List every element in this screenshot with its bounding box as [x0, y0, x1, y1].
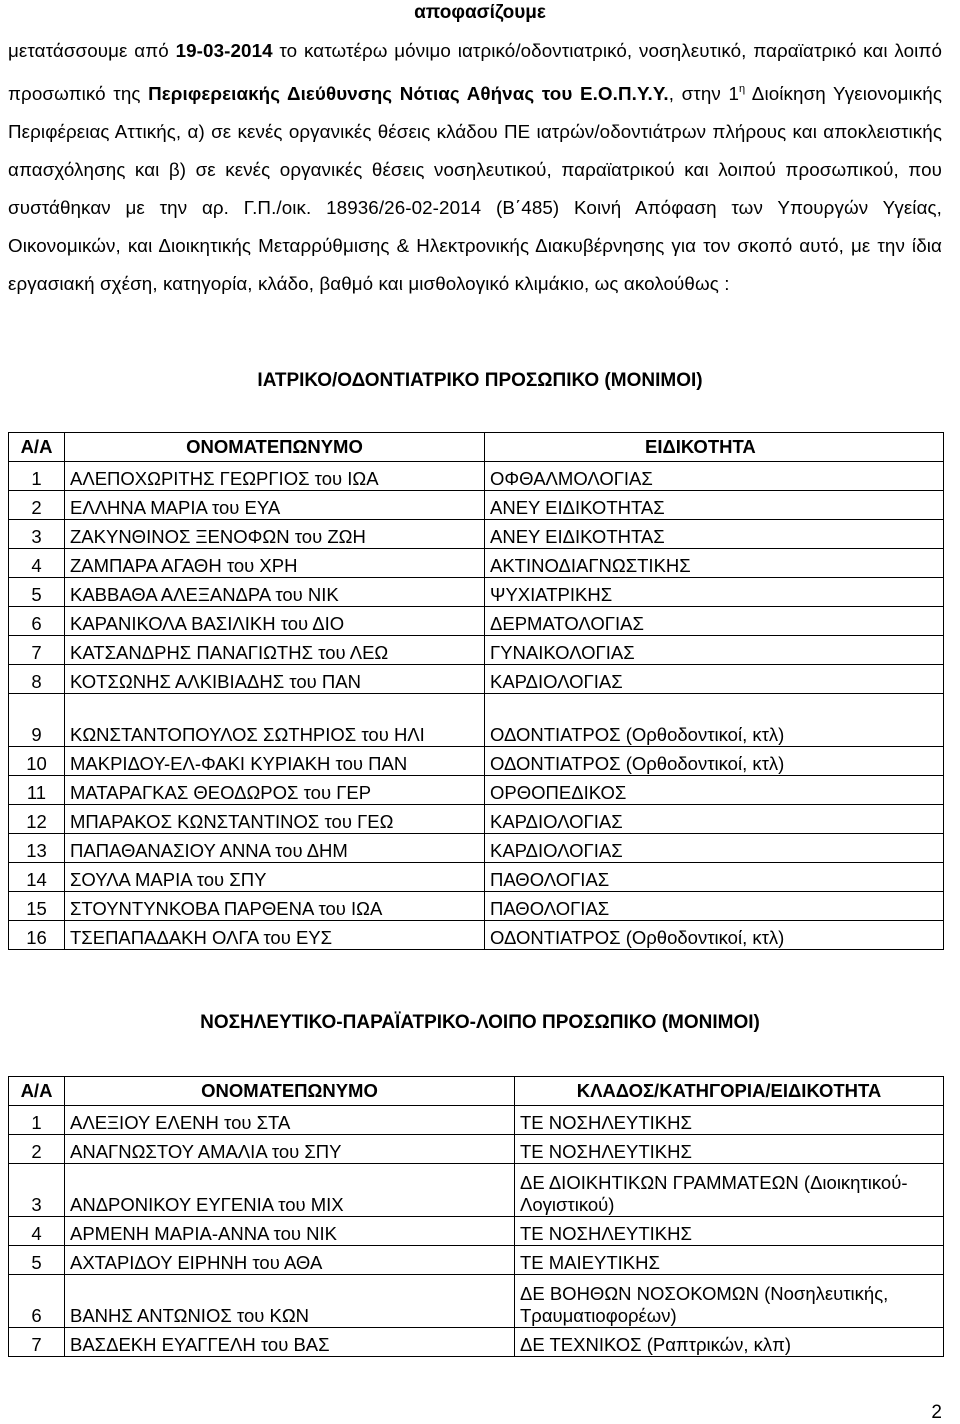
- row-number: 8: [9, 665, 65, 694]
- row-specialty: ΑΝΕΥ ΕΙΔΙΚΟΤΗΤΑΣ: [485, 491, 944, 520]
- row-number: 1: [9, 462, 65, 491]
- row-number: 7: [9, 1328, 65, 1357]
- nursing-table-body: [9, 1106, 944, 1357]
- transfer-date: 19-03-2014: [175, 40, 273, 61]
- row-number: 5: [9, 578, 65, 607]
- row-full-name: ΕΛΛΗΝΑ ΜΑΡΙΑ του ΕΥΑ: [65, 491, 485, 520]
- nursing-table: [8, 1076, 944, 1357]
- column-header-name: ΟΝΟΜΑΤΕΠΩΝΥΜΟ: [65, 433, 485, 462]
- row-specialty: ΔΕ ΒΟΗΘΩΝ ΝΟΣΟΚΟΜΩΝ (Νοσηλευτικής, Τραυματιοφορέων): [515, 1275, 944, 1328]
- table-row: [9, 892, 944, 921]
- row-number: 2: [9, 491, 65, 520]
- intro-text-2: το κατωτέρω μόνιμο ιατρικό/οδοντιατρικό, νοσηλευτικό, παραϊατρικό και λοιπό προσωπικό της: [8, 40, 942, 104]
- row-full-name: ΑΛΕΠΟΧΩΡΙΤΗΣ ΓΕΩΡΓΙΟΣ του ΙΩΑ: [65, 462, 485, 491]
- table-row: [9, 1217, 944, 1246]
- row-number: 10: [9, 747, 65, 776]
- row-full-name: ΑΝΔΡΟΝΙΚΟΥ ΕΥΓΕΝΙΑ του ΜΙΧ: [65, 1164, 515, 1217]
- page-number: 2: [931, 1402, 942, 1423]
- row-specialty: ΨΥΧΙΑΤΡΙΚΗΣ: [485, 578, 944, 607]
- row-full-name: ΚΟΤΣΩΝΗΣ ΑΛΚΙΒΙΑΔΗΣ του ΠΑΝ: [65, 665, 485, 694]
- table-row: [9, 491, 944, 520]
- row-specialty: ΤΕ ΜΑΙΕΥΤΙΚΗΣ: [515, 1246, 944, 1275]
- intro-text-3: , στην 1: [668, 83, 740, 104]
- table-row: [9, 834, 944, 863]
- row-full-name: ΑΧΤΑΡΙΔΟΥ ΕΙΡΗΝΗ του ΑΘΑ: [65, 1246, 515, 1275]
- table-row: [9, 1246, 944, 1275]
- physicians-section-title: ΙΑΤΡΙΚΟ/ΟΔΟΝΤΙΑΤΡΙΚΟ ΠΡΟΣΩΠΙΚΟ (ΜΟΝΙΜΟΙ): [257, 370, 703, 391]
- row-specialty: ΤΕ ΝΟΣΗΛΕΥΤΙΚΗΣ: [515, 1135, 944, 1164]
- ordinal-superscript: η: [739, 83, 746, 95]
- table-row: [9, 462, 944, 491]
- row-number: 3: [9, 1164, 65, 1217]
- row-number: 11: [9, 776, 65, 805]
- row-number: 6: [9, 1275, 65, 1328]
- row-specialty: ΟΔΟΝΤΙΑΤΡΟΣ (Ορθοδοντικοί, κτλ): [485, 747, 944, 776]
- row-number: 1: [9, 1106, 65, 1135]
- row-full-name: ΜΑΚΡΙΔΟΥ-ΕΛ-ΦΑΚΙ ΚΥΡΙΑΚΗ του ΠΑΝ: [65, 747, 485, 776]
- row-specialty: ΓΥΝΑΙΚΟΛΟΓΙΑΣ: [485, 636, 944, 665]
- row-specialty: ΔΕΡΜΑΤΟΛΟΓΙΑΣ: [485, 607, 944, 636]
- row-specialty: ΑΚΤΙΝΟΔΙΑΓΝΩΣΤΙΚΗΣ: [485, 549, 944, 578]
- row-specialty: ΠΑΘΟΛΟΓΙΑΣ: [485, 863, 944, 892]
- row-full-name: ΜΑΤΑΡΑΓΚΑΣ ΘΕΟΔΩΡΟΣ του ΓΕΡ: [65, 776, 485, 805]
- row-number: 2: [9, 1135, 65, 1164]
- row-full-name: ΑΝΑΓΝΩΣΤΟΥ ΑΜΑΛΙΑ του ΣΠΥ: [65, 1135, 515, 1164]
- table-row: [9, 747, 944, 776]
- column-header-number: Α/Α: [9, 433, 65, 462]
- row-number: 7: [9, 636, 65, 665]
- intro-text-1: μετατάσσουμε από: [8, 40, 176, 61]
- table-row: [9, 694, 944, 747]
- row-full-name: ΑΛΕΞΙΟΥ ΕΛΕΝΗ του ΣΤΑ: [65, 1106, 515, 1135]
- agency-name: Περιφερειακής Διεύθυνσης Νότιας Αθήνας του Ε.Ο.Π.Υ.Υ.: [148, 83, 669, 104]
- table-row: [9, 1275, 944, 1328]
- table-row: [9, 921, 944, 950]
- row-number: 4: [9, 1217, 65, 1246]
- row-number: 12: [9, 805, 65, 834]
- row-number: 4: [9, 549, 65, 578]
- row-number: 14: [9, 863, 65, 892]
- table-row: [9, 776, 944, 805]
- row-number: 3: [9, 520, 65, 549]
- table-row: [9, 665, 944, 694]
- table-header-row: [9, 433, 944, 462]
- decision-heading: αποφασίζουμε: [414, 2, 546, 23]
- column-header-specialty: ΕΙΔΙΚΟΤΗΤΑ: [485, 433, 944, 462]
- physicians-table: [8, 432, 944, 950]
- row-full-name: ΣΤΟΥΝΤΥΝΚΟΒΑ ΠΑΡΘΕΝΑ του ΙΩΑ: [65, 892, 485, 921]
- row-number: 16: [9, 921, 65, 950]
- row-full-name: ΚΑΤΣΑΝΔΡΗΣ ΠΑΝΑΓΙΩΤΗΣ του ΛΕΩ: [65, 636, 485, 665]
- row-specialty: ΚΑΡΔΙΟΛΟΓΙΑΣ: [485, 805, 944, 834]
- row-full-name: ΤΣΕΠΑΠΑΔΑΚΗ ΟΛΓΑ του ΕΥΣ: [65, 921, 485, 950]
- row-full-name: ΜΠΑΡΑΚΟΣ ΚΩΝΣΤΑΝΤΙΝΟΣ του ΓΕΩ: [65, 805, 485, 834]
- row-full-name: ΚΩΝΣΤΑΝΤΟΠΟΥΛΟΣ ΣΩΤΗΡΙΟΣ του ΗΛΙ: [65, 694, 485, 747]
- row-full-name: ΑΡΜΕΝΗ ΜΑΡΙΑ-ΑΝΝΑ του ΝΙΚ: [65, 1217, 515, 1246]
- row-specialty: ΚΑΡΔΙΟΛΟΓΙΑΣ: [485, 834, 944, 863]
- row-full-name: ΣΟΥΛΑ ΜΑΡΙΑ του ΣΠΥ: [65, 863, 485, 892]
- row-full-name: ΖΑΜΠΑΡΑ ΑΓΑΘΗ του ΧΡΗ: [65, 549, 485, 578]
- table-row: [9, 805, 944, 834]
- row-specialty: ΠΑΘΟΛΟΓΙΑΣ: [485, 892, 944, 921]
- row-specialty: ΚΑΡΔΙΟΛΟΓΙΑΣ: [485, 665, 944, 694]
- row-full-name: ΚΑΡΑΝΙΚΟΛΑ ΒΑΣΙΛΙΚΗ του ΔΙΟ: [65, 607, 485, 636]
- table-row: [9, 863, 944, 892]
- row-number: 5: [9, 1246, 65, 1275]
- row-full-name: ΚΑΒΒΑΘΑ ΑΛΕΞΑΝΔΡΑ του ΝΙΚ: [65, 578, 485, 607]
- row-number: 13: [9, 834, 65, 863]
- row-full-name: ΒΑΝΗΣ ΑΝΤΩΝΙΟΣ του ΚΩΝ: [65, 1275, 515, 1328]
- table-row: [9, 607, 944, 636]
- intro-paragraph: [8, 32, 942, 303]
- table-row: [9, 1328, 944, 1357]
- row-specialty: ΟΔΟΝΤΙΑΤΡΟΣ (Ορθοδοντικοί, κτλ): [485, 694, 944, 747]
- table-row: [9, 520, 944, 549]
- row-specialty: ΑΝΕΥ ΕΙΔΙΚΟΤΗΤΑΣ: [485, 520, 944, 549]
- row-full-name: ΖΑΚΥΝΘΙΝΟΣ ΞΕΝΟΦΩΝ του ΖΩΗ: [65, 520, 485, 549]
- table-row: [9, 1106, 944, 1135]
- row-full-name: ΠΑΠΑΘΑΝΑΣΙΟΥ ΑΝΝΑ του ΔΗΜ: [65, 834, 485, 863]
- row-specialty: ΤΕ ΝΟΣΗΛΕΥΤΙΚΗΣ: [515, 1106, 944, 1135]
- physicians-table-body: [9, 462, 944, 950]
- column-header-number: Α/Α: [9, 1077, 65, 1106]
- table-row: [9, 578, 944, 607]
- row-specialty: ΟΔΟΝΤΙΑΤΡΟΣ (Ορθοδοντικοί, κτλ): [485, 921, 944, 950]
- table-row: [9, 1164, 944, 1217]
- row-number: 9: [9, 694, 65, 747]
- row-number: 15: [9, 892, 65, 921]
- column-header-category: ΚΛΑΔΟΣ/ΚΑΤΗΓΟΡΙΑ/ΕΙΔΙΚΟΤΗΤΑ: [515, 1077, 944, 1106]
- row-full-name: ΒΑΣΔΕΚΗ ΕΥΑΓΓΕΛΗ του ΒΑΣ: [65, 1328, 515, 1357]
- row-specialty: ΟΡΘΟΠΕΔΙΚΟΣ: [485, 776, 944, 805]
- row-specialty: ΔΕ ΤΕΧΝΙΚΟΣ (Ραπτρικών, κλπ): [515, 1328, 944, 1357]
- table-row: [9, 549, 944, 578]
- row-specialty: ΔΕ ΔΙΟΙΚΗΤΙΚΩΝ ΓΡΑΜΜΑΤΕΩΝ (Διοικητικού-Λογιστικού): [515, 1164, 944, 1217]
- intro-text-4: Διοίκηση Υγειονομικής Περιφέρειας Αττικής, α) σε κενές οργανικές θέσεις κλάδου ΠΕ ιατρών/οδοντιάτρων πλήρους και αποκλειστικής απασχόλησης και β) σε κενές οργανικές θέσεις νοσηλευτικού, παραϊατρικού και λοιπού προσωπικού, που συστάθηκαν με την αρ. Γ.Π./οικ. 18936/26-02-2014 (Β΄485) Κοινή Απόφαση των Υπουργών Υγείας, Οικονομικών, και Διοικητικής Μεταρρύθμισης & Ηλεκτρονικής Διακυβέρνησης για τον σκοπό αυτό, με την ίδια εργασιακή σχέση, κατηγορία, κλάδο, βαθμό και μισθολογικό κλιμάκιο, ως ακολούθως :: [8, 83, 942, 294]
- nursing-section-title: ΝΟΣΗΛΕΥΤΙΚΟ-ΠΑΡΑΪΑΤΡΙΚΟ-ΛΟΙΠΟ ΠΡΟΣΩΠΙΚΟ (ΜΟΝΙΜΟΙ): [200, 1012, 760, 1033]
- table-row: [9, 636, 944, 665]
- row-number: 6: [9, 607, 65, 636]
- row-specialty: ΟΦΘΑΛΜΟΛΟΓΙΑΣ: [485, 462, 944, 491]
- table-header-row: [9, 1077, 944, 1106]
- table-row: [9, 1135, 944, 1164]
- column-header-name: ΟΝΟΜΑΤΕΠΩΝΥΜΟ: [65, 1077, 515, 1106]
- row-specialty: ΤΕ ΝΟΣΗΛΕΥΤΙΚΗΣ: [515, 1217, 944, 1246]
